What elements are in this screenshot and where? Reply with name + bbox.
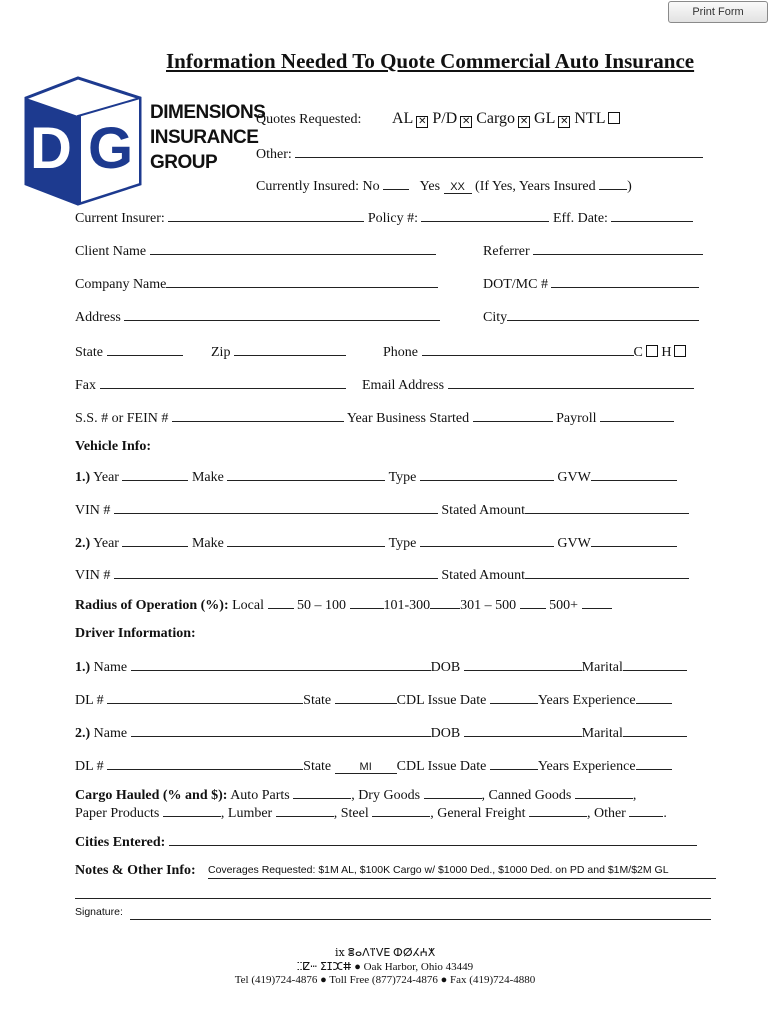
ss-fein-field[interactable]: [172, 409, 344, 422]
radius-101-300-field[interactable]: [430, 596, 460, 609]
logo-cube-icon: [18, 76, 148, 206]
quote-al-checkbox[interactable]: ✕: [418, 116, 427, 127]
referrer-label: Referrer: [483, 244, 530, 259]
insured-yes-label: Yes: [419, 179, 441, 194]
vehicle-2-type-field[interactable]: [420, 534, 554, 547]
vehicle-2-type-label: Type: [388, 536, 417, 551]
driver-2-name-field[interactable]: [131, 724, 431, 737]
driver-1-dl-label: DL #: [75, 693, 104, 708]
cargo-paper-label: Paper Products: [75, 806, 160, 821]
vehicle-1-year-field[interactable]: [122, 468, 188, 481]
signature-label: Signature:: [75, 906, 123, 918]
payroll-field[interactable]: [600, 409, 674, 422]
phone-home-checkbox[interactable]: [674, 345, 686, 357]
driver-1-name-label: Name: [93, 660, 128, 675]
logo-line2: INSURANCE: [150, 127, 259, 148]
vehicle-1-stated-field[interactable]: [525, 501, 689, 514]
driver-2-marital-field[interactable]: [623, 724, 687, 737]
cargo-row2-period: .: [663, 806, 667, 821]
email-field[interactable]: [448, 376, 694, 389]
dot-mc-label: DOT/MC #: [483, 277, 548, 292]
notes-label: Notes & Other Info:: [75, 863, 196, 878]
cities-field[interactable]: [169, 833, 697, 846]
phone-field[interactable]: [422, 343, 634, 356]
vehicle-1-vin-label: VIN #: [75, 503, 111, 518]
quote-option-ntl: NTL: [574, 110, 606, 127]
company-logo: [18, 76, 148, 206]
svg-text:D: D: [30, 116, 72, 181]
logo-text: [150, 100, 265, 175]
cargo-other-label: , Other: [586, 806, 626, 821]
driver-info-heading: Driver Information:: [75, 626, 196, 641]
driver-2-dob-label: DOB: [430, 726, 461, 741]
quote-option-cargo: Cargo: [476, 110, 516, 127]
address-label: Address: [75, 310, 121, 325]
quotes-options: [392, 110, 620, 128]
driver-1-dob-label: DOB: [430, 660, 461, 675]
eff-date-field[interactable]: [611, 209, 693, 222]
radius-local-field[interactable]: [268, 596, 294, 609]
driver-2-years-label: Years Experience: [537, 759, 636, 774]
driver-1-marital-label: Marital: [581, 660, 623, 675]
current-insurer-field[interactable]: [168, 209, 364, 222]
vehicle-1-vin-field[interactable]: [114, 501, 438, 514]
driver-2-cdl-field[interactable]: [490, 757, 538, 770]
notes-field[interactable]: Coverages Requested: $1M AL, $100K Cargo w/ $1000 Ded., $1000 Ded. on PD and $1M/$2M GL: [208, 864, 716, 879]
vehicle-1-number: 1.): [75, 470, 91, 485]
cargo-general-label: , General Freight: [430, 806, 526, 821]
company-name-field[interactable]: [166, 275, 438, 288]
state-field[interactable]: [107, 343, 183, 356]
signature-field[interactable]: [130, 919, 711, 920]
fax-label: Fax: [75, 378, 96, 393]
cargo-canned-goods-label: , Canned Goods: [481, 788, 572, 803]
payroll-label: Payroll: [556, 411, 597, 426]
cargo-dry-goods-label: , Dry Goods: [351, 788, 421, 803]
print-form-button[interactable]: Print Form: [668, 1, 768, 23]
driver-2-name-label: Name: [93, 726, 128, 741]
referrer-field[interactable]: [533, 242, 703, 255]
driver-2-dl-field[interactable]: [107, 757, 303, 770]
vehicle-2-vin-label: VIN #: [75, 568, 111, 583]
logo-line3: GROUP: [150, 152, 218, 173]
vehicle-1-gvw-label: GVW: [557, 470, 591, 485]
driver-1-years-field[interactable]: [636, 691, 672, 704]
address-field[interactable]: [124, 308, 440, 321]
quote-ntl-checkbox[interactable]: [608, 112, 620, 124]
insured-yes-field[interactable]: XX: [444, 181, 472, 194]
radius-101-300-label: 101-300: [383, 598, 431, 613]
vehicle-info-heading: Vehicle Info:: [75, 439, 152, 454]
fax-field[interactable]: [100, 376, 346, 389]
zip-label: Zip: [211, 345, 231, 360]
radius-301-500-label: 301 – 500: [460, 598, 517, 613]
quote-pd-checkbox[interactable]: ✕: [462, 116, 471, 127]
vehicle-1-make-label: Make: [191, 470, 224, 485]
vehicle-2-stated-label: Stated Amount: [441, 568, 526, 583]
state-label: State: [75, 345, 103, 360]
footer-address: [0, 960, 770, 973]
cargo-other-field[interactable]: [629, 804, 663, 817]
quote-gl-checkbox[interactable]: ✕: [560, 116, 569, 127]
year-started-field[interactable]: [473, 409, 553, 422]
page-title: Information Needed To Quote Commercial Auto Insurance: [166, 49, 695, 73]
quote-option-gl: GL: [534, 110, 556, 127]
radius-500-plus-label: 500+: [549, 598, 579, 613]
quotes-requested-row: [256, 112, 361, 128]
radius-500-plus-field[interactable]: [582, 596, 612, 609]
cargo-row1-comma: ,: [632, 788, 637, 803]
vehicle-1-gvw-field[interactable]: [591, 468, 677, 481]
ss-fein-label: S.S. # or FEIN #: [75, 411, 169, 426]
quotes-requested-label: Quotes Requested:: [256, 112, 362, 127]
company-name-label: Company Name: [75, 277, 167, 292]
radius-301-500-field[interactable]: [520, 596, 546, 609]
vehicle-1-type-label: Type: [388, 470, 417, 485]
years-insured-close: ): [627, 179, 632, 194]
vehicle-2-gvw-label: GVW: [557, 536, 591, 551]
driver-1-marital-field[interactable]: [623, 658, 687, 671]
driver-2-years-field[interactable]: [636, 757, 672, 770]
cargo-paper-field[interactable]: [163, 804, 221, 817]
cargo-auto-parts-label: Auto Parts: [230, 788, 290, 803]
notes-extra-line[interactable]: [75, 898, 711, 899]
vehicle-2-year-field[interactable]: [122, 534, 188, 547]
vehicle-1-make-field[interactable]: [227, 468, 385, 481]
zip-field[interactable]: [234, 343, 346, 356]
driver-1-cdl-field[interactable]: [490, 691, 538, 704]
driver-1-years-label: Years Experience: [537, 693, 636, 708]
vehicle-2-gvw-field[interactable]: [591, 534, 677, 547]
driver-2-dob-field[interactable]: [464, 724, 582, 737]
cargo-lumber-field[interactable]: [276, 804, 334, 817]
footer-line1: ⅸ ⴻⴰⴷⴶⴸⴹ ⵀⵁⵃⵄⵅ: [335, 947, 435, 959]
client-name-label: Client Name: [75, 244, 147, 259]
other-label: Other:: [256, 147, 292, 162]
client-name-field[interactable]: [150, 242, 436, 255]
phone-cell-label: C: [633, 345, 643, 360]
driver-2-dl-label: DL #: [75, 759, 104, 774]
cargo-steel-label: , Steel: [333, 806, 369, 821]
driver-1-dob-field[interactable]: [464, 658, 582, 671]
cargo-auto-parts-field[interactable]: [293, 786, 351, 799]
quote-option-pd: P/D: [432, 110, 458, 127]
cargo-steel-field[interactable]: [372, 804, 430, 817]
current-insurer-label: Current Insurer:: [75, 211, 165, 226]
email-label: Email Address: [362, 378, 445, 393]
policy-label: Policy #:: [367, 211, 418, 226]
logo-line1: DIMENSIONS: [150, 102, 266, 123]
years-insured-field[interactable]: [599, 177, 627, 190]
eff-date-label: Eff. Date:: [552, 211, 608, 226]
driver-1-state-field[interactable]: [335, 691, 397, 704]
city-label: City: [483, 310, 508, 325]
currently-insured-label: Currently Insured: No: [256, 179, 380, 194]
vehicle-1-row: [75, 468, 677, 486]
vehicle-2-make-field[interactable]: [227, 534, 385, 547]
driver-1-state-label: State: [303, 693, 332, 708]
driver-2-cdl-label: CDL Issue Date: [396, 759, 487, 774]
radius-50-100-label: 50 – 100: [297, 598, 346, 613]
years-insured-label: (If Yes, Years Insured: [475, 179, 596, 194]
quote-cargo-checkbox[interactable]: ✕: [519, 116, 529, 127]
vehicle-2-number: 2.): [75, 536, 91, 551]
vehicle-1-type-field[interactable]: [420, 468, 554, 481]
cargo-canned-goods-field[interactable]: [575, 786, 633, 799]
radius-local-label: Local: [232, 598, 264, 613]
footer-address-prefix: ⵆⵇⵈ ⵉⵊⵋⵌ: [296, 961, 352, 973]
cargo-general-field[interactable]: [529, 804, 587, 817]
vehicle-2-make-label: Make: [191, 536, 224, 551]
vehicle-2-year-label: Year: [93, 536, 119, 551]
svg-text:G: G: [88, 116, 134, 181]
driver-2-state-label: State: [303, 759, 332, 774]
driver-2-state-field[interactable]: MI: [335, 761, 397, 774]
year-started-label: Year Business Started: [346, 411, 470, 426]
vehicle-2-stated-field[interactable]: [525, 566, 689, 579]
cargo-lumber-label: , Lumber: [220, 806, 273, 821]
driver-1-number: 1.): [75, 660, 91, 675]
other-field[interactable]: [295, 145, 703, 158]
driver-1-dl-field[interactable]: [107, 691, 303, 704]
driver-2-number: 2.): [75, 726, 91, 741]
phone-home-label: H: [661, 345, 672, 360]
policy-field[interactable]: [421, 209, 549, 222]
footer-address-text: ● Oak Harbor, Ohio 43449: [354, 961, 474, 973]
radius-50-100-field[interactable]: [350, 596, 384, 609]
cargo-label: Cargo Hauled (% and $):: [75, 788, 228, 803]
driver-1-name-field[interactable]: [131, 658, 431, 671]
radius-label: Radius of Operation (%):: [75, 598, 229, 613]
quote-option-al: AL: [392, 110, 414, 127]
phone-label: Phone: [383, 345, 418, 360]
phone-cell-checkbox[interactable]: [646, 345, 658, 357]
vehicle-1-stated-label: Stated Amount: [441, 503, 526, 518]
insured-no-field[interactable]: [383, 177, 409, 190]
footer-phones: Tel (419)724-4876 ● Toll Free (877)724-4876 ● Fax (419)724-4880: [234, 974, 536, 986]
driver-1-cdl-label: CDL Issue Date: [396, 693, 487, 708]
cargo-dry-goods-field[interactable]: [424, 786, 482, 799]
vehicle-2-vin-field[interactable]: [114, 566, 438, 579]
cities-label: Cities Entered:: [75, 835, 166, 850]
city-field[interactable]: [507, 308, 699, 321]
driver-2-marital-label: Marital: [581, 726, 623, 741]
vehicle-2-row: [75, 534, 677, 552]
dot-mc-field[interactable]: [551, 275, 699, 288]
vehicle-1-year-label: Year: [93, 470, 119, 485]
